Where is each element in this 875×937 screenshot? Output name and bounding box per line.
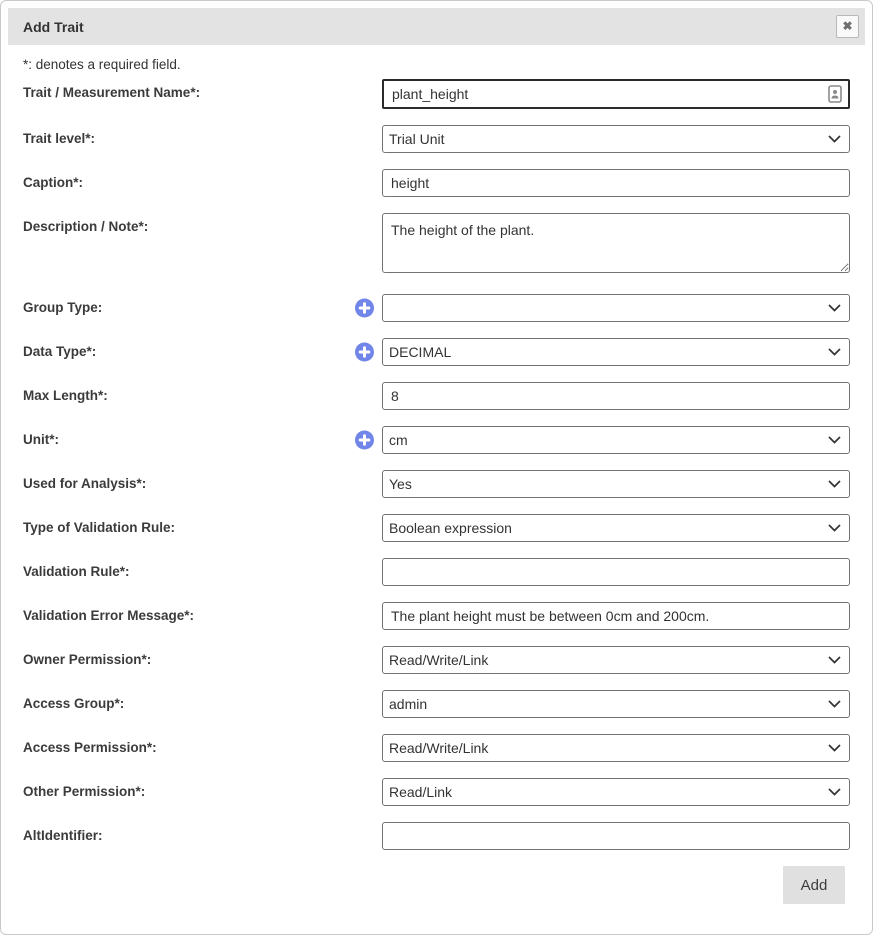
trait-name-input[interactable]	[382, 79, 850, 109]
group-type-control	[382, 294, 850, 322]
field-row-trait-name	[23, 79, 850, 109]
data-type-control	[382, 338, 850, 366]
data-type-select[interactable]	[382, 338, 850, 366]
field-row-validation-error-message	[23, 602, 850, 630]
field-row-altidentifier	[23, 822, 850, 850]
field-row-validation-rule-type	[23, 514, 850, 542]
group-type-label: Group Type:	[23, 300, 103, 315]
description-label: Description / Note*:	[23, 219, 149, 234]
caption-input[interactable]	[382, 169, 850, 197]
access-permission-select[interactable]	[382, 734, 850, 762]
other-permission-control	[382, 778, 850, 806]
trait-name-label: Trait / Measurement Name*:	[23, 85, 201, 100]
access-permission-control	[382, 734, 850, 762]
description-textarea[interactable]	[382, 213, 850, 273]
altidentifier-input[interactable]	[382, 822, 850, 850]
access-group-select[interactable]	[382, 690, 850, 718]
max-length-label: Max Length*:	[23, 388, 108, 403]
group-type-select[interactable]	[382, 294, 850, 322]
add-button[interactable]: Add	[783, 866, 845, 904]
used-for-analysis-select[interactable]	[382, 470, 850, 498]
field-row-data-type	[23, 338, 850, 366]
field-row-owner-permission	[23, 646, 850, 674]
access-group-control	[382, 690, 850, 718]
used-for-analysis-control	[382, 470, 850, 498]
validation-rule-control	[382, 558, 850, 586]
field-row-description	[23, 213, 850, 278]
altidentifier-control	[382, 822, 850, 850]
dialog-body	[1, 45, 872, 904]
owner-permission-label: Owner Permission*:	[23, 652, 152, 667]
trait-level-control	[382, 125, 850, 153]
dialog-footer	[23, 866, 850, 904]
used-for-analysis-label: Used for Analysis*:	[23, 476, 147, 491]
trait-level-select[interactable]	[382, 125, 850, 153]
access-group-label: Access Group*:	[23, 696, 125, 711]
trait-name-control	[382, 79, 850, 109]
add-unit-button[interactable]	[355, 431, 374, 450]
dialog-title: Add Trait	[23, 18, 84, 35]
field-row-validation-rule	[23, 558, 850, 586]
owner-permission-select[interactable]	[382, 646, 850, 674]
caption-control	[382, 169, 850, 197]
unit-control	[382, 426, 850, 454]
dialog-header	[8, 8, 865, 45]
data-type-label: Data Type*:	[23, 344, 97, 359]
unit-select[interactable]	[382, 426, 850, 454]
required-field-note: *: denotes a required field.	[23, 57, 181, 72]
validation-rule-label: Validation Rule*:	[23, 564, 130, 579]
close-button[interactable]	[836, 15, 859, 38]
field-row-used-for-analysis	[23, 470, 850, 498]
description-control	[382, 213, 850, 278]
max-length-control	[382, 382, 850, 410]
trait-level-label: Trait level*:	[23, 131, 96, 146]
access-permission-label: Access Permission*:	[23, 740, 157, 755]
validation-rule-type-label: Type of Validation Rule:	[23, 520, 176, 535]
field-row-other-permission	[23, 778, 850, 806]
field-row-caption	[23, 169, 850, 197]
validation-rule-type-select[interactable]	[382, 514, 850, 542]
validation-error-message-control	[382, 602, 850, 630]
field-row-group-type	[23, 294, 850, 322]
validation-error-message-input[interactable]	[382, 602, 850, 630]
max-length-input[interactable]	[382, 382, 850, 410]
caption-label: Caption*:	[23, 175, 83, 190]
add-group-type-button[interactable]	[355, 299, 374, 318]
field-row-trait-level	[23, 125, 850, 153]
autofill-person-icon[interactable]	[828, 85, 842, 103]
other-permission-select[interactable]	[382, 778, 850, 806]
altidentifier-label: AltIdentifier:	[23, 828, 103, 843]
field-row-unit	[23, 426, 850, 454]
field-row-access-permission	[23, 734, 850, 762]
add-data-type-button[interactable]	[355, 343, 374, 362]
other-permission-label: Other Permission*:	[23, 784, 146, 799]
close-icon: ✖	[842, 19, 853, 33]
field-row-max-length	[23, 382, 850, 410]
validation-rule-input[interactable]	[382, 558, 850, 586]
field-row-access-group	[23, 690, 850, 718]
owner-permission-control	[382, 646, 850, 674]
validation-error-message-label: Validation Error Message*:	[23, 608, 195, 623]
validation-rule-type-control	[382, 514, 850, 542]
unit-label: Unit*:	[23, 432, 59, 447]
